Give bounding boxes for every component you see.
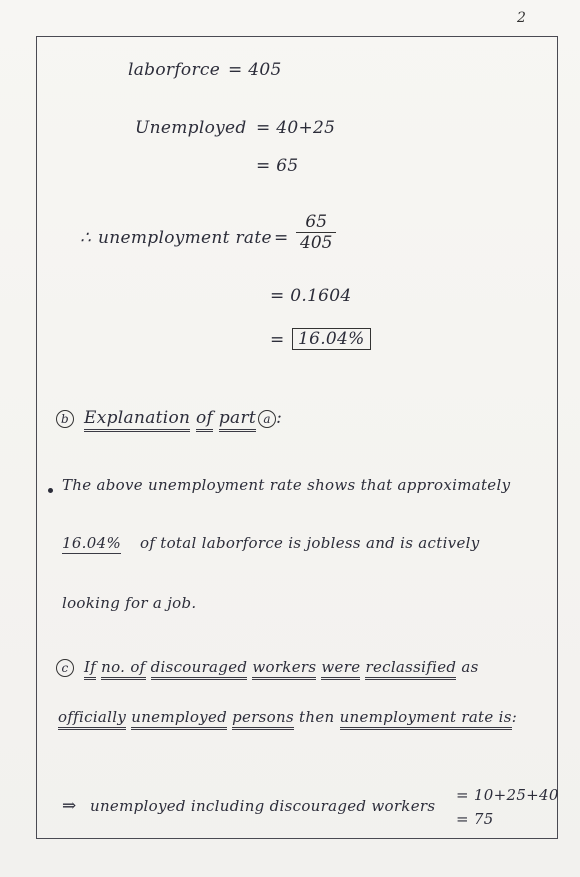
unemployed-total: = 65 bbox=[256, 156, 299, 176]
word-officially: officially bbox=[58, 708, 126, 730]
rate-label: unemployment rate bbox=[98, 228, 272, 248]
word-persons: persons bbox=[232, 708, 294, 730]
rate-decimal: = 0.1604 bbox=[270, 286, 352, 306]
rate-equals: = bbox=[274, 228, 289, 248]
fraction-numerator: 65 bbox=[305, 212, 328, 232]
heading-part: part bbox=[219, 408, 256, 432]
word-as: as bbox=[461, 658, 479, 676]
colon: : bbox=[511, 708, 518, 726]
discouraged-calc-label: unemployed including discouraged workers bbox=[90, 797, 436, 815]
word-unemployed: unemployed bbox=[131, 708, 227, 730]
word-were: were bbox=[321, 658, 360, 680]
part-c-marker: c bbox=[56, 659, 74, 677]
word-workers: workers bbox=[252, 658, 316, 680]
rate-fraction bbox=[296, 212, 336, 253]
word-reclassified: reclassified bbox=[365, 658, 456, 680]
explanation-percent: 16.04% bbox=[62, 534, 121, 552]
result-boxed: 16.04% bbox=[292, 328, 371, 350]
word-then: then bbox=[299, 708, 335, 726]
therefore-symbol: ∴ bbox=[80, 228, 92, 248]
fraction-denominator: 405 bbox=[296, 232, 336, 253]
discouraged-calc-sum: = 10+25+40 bbox=[456, 786, 559, 804]
heading-colon: : bbox=[276, 408, 283, 428]
laborforce-label: laborforce bbox=[128, 60, 221, 80]
explanation-line-3: looking for a job. bbox=[62, 594, 197, 612]
bullet-dot bbox=[48, 488, 53, 493]
result-equals: = bbox=[270, 330, 285, 350]
part-c-line-2 bbox=[58, 708, 517, 726]
word-unemployment-rate-is: unemployment rate is bbox=[340, 708, 512, 730]
word-discouraged: discouraged bbox=[151, 658, 248, 680]
part-b-heading bbox=[56, 408, 282, 428]
heading-explanation: Explanation bbox=[84, 408, 190, 432]
unemployed-label: Unemployed bbox=[135, 118, 247, 138]
part-b-marker: b bbox=[56, 410, 74, 428]
explanation-line-1: The above unemployment rate shows that approximately bbox=[62, 476, 511, 494]
page-number: 2 bbox=[517, 10, 526, 26]
explanation-line-2: of total laborforce is jobless and is actively bbox=[140, 534, 480, 552]
implies-arrow: ⇒ bbox=[62, 796, 77, 816]
laborforce-value: = 405 bbox=[228, 60, 282, 80]
discouraged-calc-total: = 75 bbox=[456, 810, 494, 828]
part-c-line-1 bbox=[56, 658, 479, 677]
word-if: If bbox=[84, 658, 96, 680]
heading-of: of bbox=[196, 408, 213, 432]
part-ref-marker: a bbox=[258, 410, 276, 428]
word-no-of: no. of bbox=[101, 658, 145, 680]
unemployed-sum: = 40+25 bbox=[256, 118, 336, 138]
